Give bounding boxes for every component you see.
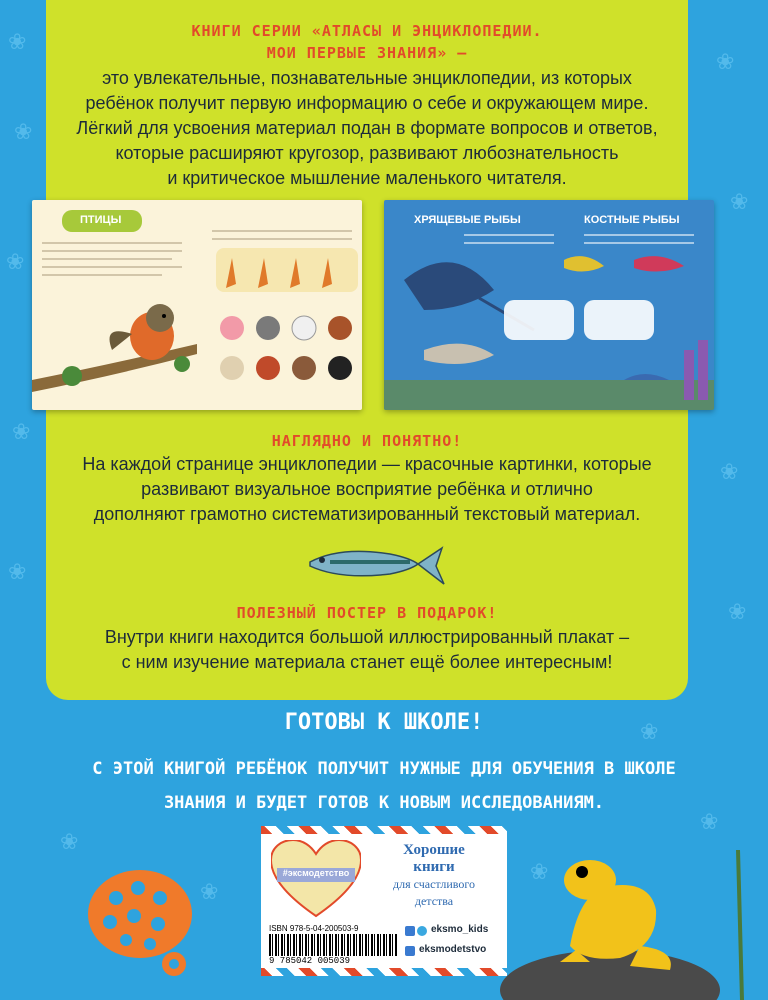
paw-icon: ❀ [12,420,31,445]
poster-line: Внутри книги находится большой иллюстрированный плакат – [104,627,630,647]
series-heading-line: МОИ ПЕРВЫЕ ЗНАНИЯ» – [266,44,468,62]
series-heading [46,20,688,64]
visual-paragraph [56,452,678,527]
intro-line: которые расширяют кругозор, развивают любознательность [115,143,619,163]
spread-title: КОСТНЫЕ РЫБЫ [584,214,680,226]
paw-icon: ❀ [730,190,749,215]
bird-feet-and-heads [212,248,362,398]
fish-illustrations [384,240,714,410]
school-line: С ЭТОЙ КНИГОЙ РЕБЁНОК ПОЛУЧИТ НУЖНЫЕ ДЛЯ ОБУЧЕНИЯ В ШКОЛЕ [92,759,676,779]
paw-icon: ❀ [6,250,25,275]
paw-icon: ❀ [60,830,79,855]
label-stripe [261,826,507,834]
intro-line: ребёнок получит первую информацию о себе и окружающем мире. [85,93,649,113]
paw-icon: ❀ [728,600,747,625]
paw-icon: ❀ [640,720,659,745]
barcode [269,934,397,956]
school-heading: ГОТОВЫ К ШКОЛЕ! [284,710,484,735]
paw-icon: ❀ [530,860,549,885]
vk-icon [405,946,415,956]
paw-icon: ❀ [8,30,27,55]
fish-illustration [300,540,450,588]
publisher-label [261,826,507,976]
slogan-line: книги [413,859,455,875]
series-heading-line: КНИГИ СЕРИИ «АТЛАСЫ И ЭНЦИКЛОПЕДИИ. [191,22,543,40]
coral-illustration [80,858,200,978]
poster-paragraph [56,625,678,675]
slogan-line: детства [414,894,454,908]
slogan-line: для счастливого [393,877,475,891]
barcode-digits: 9 785042 005039 [269,956,351,966]
social-handle: eksmo_kids [431,924,489,935]
slogan [369,842,499,910]
visual-heading: НАГЛЯДНО И ПОНЯТНО! [271,432,463,450]
school-line: ЗНАНИЯ И БУДЕТ ГОТОВ К НОВЫМ ИССЛЕДОВАНИЯМ. [163,793,605,813]
spread-title: ХРЯЩЕВЫЕ РЫБЫ [414,214,521,226]
intro-line: Лёгкий для усвоения материал подан в формате вопросов и ответов, [76,118,658,138]
spread-preview-birds [32,200,362,410]
poster-heading: ПОЛЕЗНЫЙ ПОСТЕР В ПОДАРОК! [236,604,498,622]
telegram-icon [417,926,427,936]
spread-preview-fish [384,200,714,410]
spread-title: ПТИЦЫ [80,214,122,226]
paw-icon: ❀ [200,880,219,905]
isbn: ISBN 978-5-04-200503-9 [269,924,359,933]
paw-icon: ❀ [720,460,739,485]
visual-line: развивают визуальное восприятие ребёнка и отлично [141,479,593,499]
vk-icon [405,926,415,936]
paw-icon: ❀ [700,810,719,835]
heart-logo-icon [271,840,361,920]
paw-icon: ❀ [8,560,27,585]
frog-illustration [500,850,768,1000]
intro-line: это увлекательные, познавательные энциклопедии, из которых [102,68,632,88]
intro-paragraph [56,66,678,191]
slogan-line: Хорошие [403,842,465,858]
visual-line: На каждой странице энциклопедии — красочные картинки, которые [82,454,652,474]
social-handle: eksmodetstvo [419,944,487,955]
visual-line: дополняют грамотно систематизированный текстовый материал. [93,504,641,524]
robin-illustration [32,284,197,410]
poster-line: с ним изучение материала станет ещё более интересным! [121,652,613,672]
label-stripe [261,968,507,976]
heart-logo-text: #эксмодетство [282,868,350,878]
school-paragraph [0,752,768,820]
paw-icon: ❀ [716,50,735,75]
intro-line: и критическое мышление маленького читателя. [167,168,567,188]
paw-icon: ❀ [14,120,33,145]
